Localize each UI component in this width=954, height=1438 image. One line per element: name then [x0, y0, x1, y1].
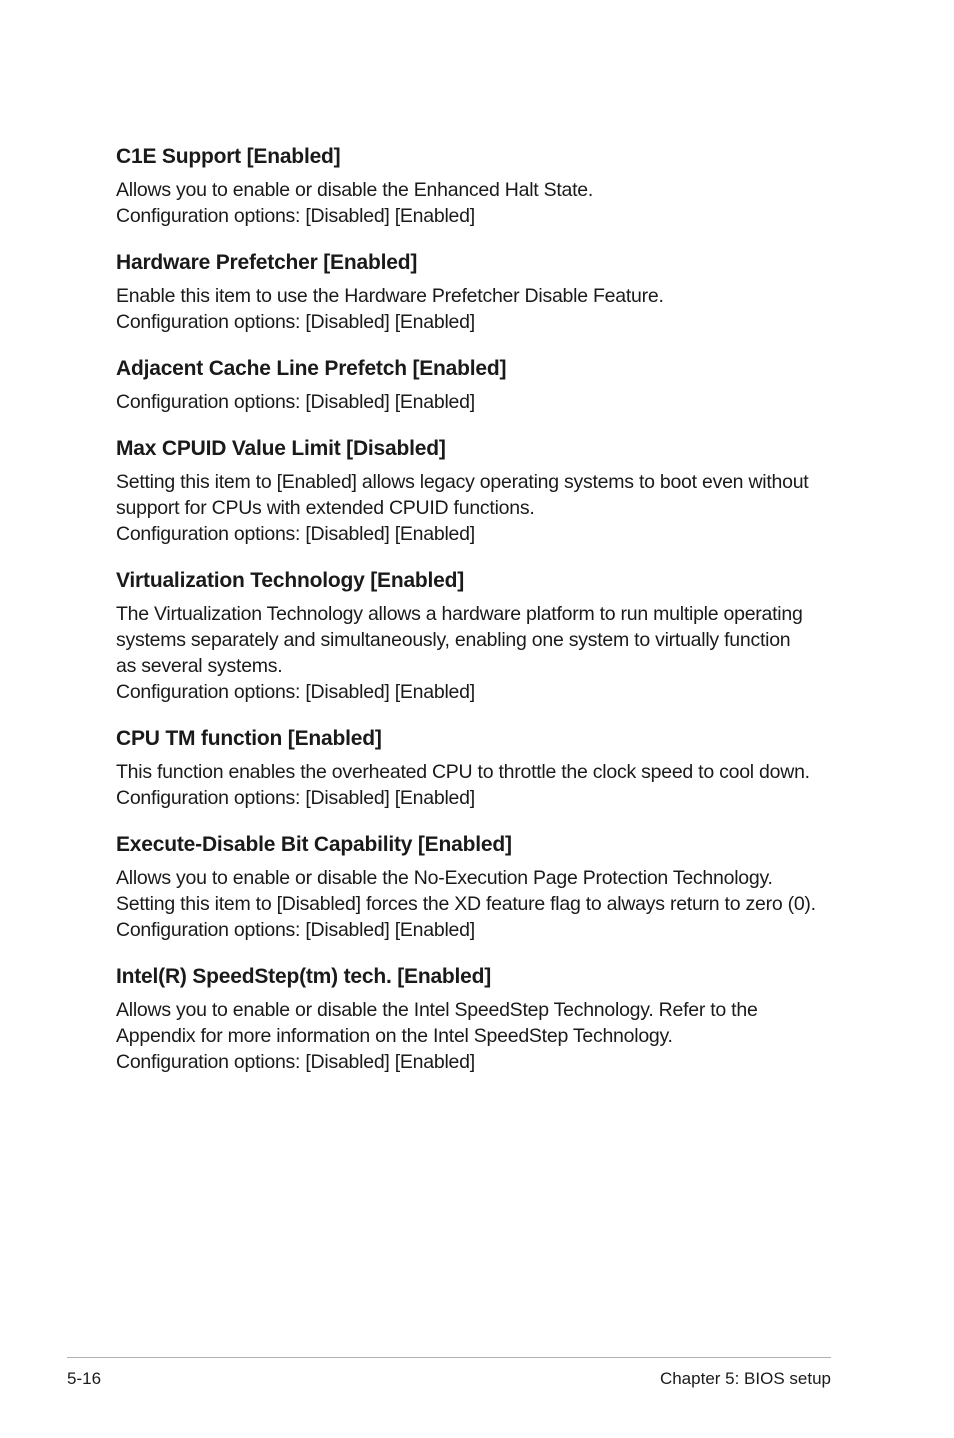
option-description-line: Allows you to enable or disable the Intel SpeedStep Technology. Refer to the — [116, 999, 758, 1021]
bios-option-section — [116, 355, 836, 415]
option-description-line: Allows you to enable or disable the Enhanced Halt State. — [116, 179, 594, 201]
option-heading: Execute-Disable Bit Capability [Enabled] — [116, 833, 512, 856]
option-description-line: Configuration options: [Disabled] [Enabled] — [116, 919, 475, 941]
option-description-line: Configuration options: [Disabled] [Enabled] — [116, 1051, 475, 1073]
option-heading: CPU TM function [Enabled] — [116, 727, 382, 750]
option-description-line: Appendix for more information on the Intel SpeedStep Technology. — [116, 1025, 673, 1047]
chapter-title: Chapter 5: BIOS setup — [659, 1369, 831, 1388]
option-description-line: Configuration options: [Disabled] [Enabled] — [116, 311, 475, 333]
option-description-line: Configuration options: [Disabled] [Enabled] — [116, 787, 475, 809]
bios-option-section — [116, 435, 836, 547]
bios-option-section — [116, 963, 836, 1075]
footer-divider — [67, 1357, 831, 1358]
bios-option-section — [116, 567, 836, 705]
option-description-line: Setting this item to [Enabled] allows legacy operating systems to boot even without — [116, 471, 809, 493]
option-heading: Intel(R) SpeedStep(tm) tech. [Enabled] — [116, 965, 492, 988]
option-description-line: Enable this item to use the Hardware Prefetcher Disable Feature. — [116, 285, 664, 307]
document-body — [116, 143, 836, 1095]
bios-option-section — [116, 831, 836, 943]
option-description-line: Configuration options: [Disabled] [Enabled] — [116, 681, 475, 703]
option-heading: Adjacent Cache Line Prefetch [Enabled] — [116, 357, 507, 380]
option-description-line: support for CPUs with extended CPUID functions. — [116, 497, 535, 519]
bios-option-section — [116, 143, 836, 229]
option-heading: Hardware Prefetcher [Enabled] — [116, 251, 418, 274]
option-description-line: The Virtualization Technology allows a hardware platform to run multiple operating — [116, 603, 803, 625]
option-description-line: as several systems. — [116, 655, 283, 677]
option-description-line: Configuration options: [Disabled] [Enabled] — [116, 391, 475, 413]
option-description-line: Configuration options: [Disabled] [Enabled] — [116, 205, 475, 227]
option-description-line: Setting this item to [Disabled] forces the XD feature flag to always return to zero (0). — [116, 893, 816, 915]
option-description-line: This function enables the overheated CPU to throttle the clock speed to cool down. — [116, 761, 810, 783]
page-number: 5-16 — [67, 1369, 102, 1388]
option-description-line: Configuration options: [Disabled] [Enabled] — [116, 523, 475, 545]
option-description-line: systems separately and simultaneously, enabling one system to virtually function — [116, 629, 791, 651]
option-heading: Virtualization Technology [Enabled] — [116, 569, 465, 592]
bios-option-section — [116, 249, 836, 335]
option-description-line: Allows you to enable or disable the No-Execution Page Protection Technology. — [116, 867, 773, 889]
option-heading: C1E Support [Enabled] — [116, 145, 341, 168]
bios-option-section — [116, 725, 836, 811]
option-heading: Max CPUID Value Limit [Disabled] — [116, 437, 446, 460]
